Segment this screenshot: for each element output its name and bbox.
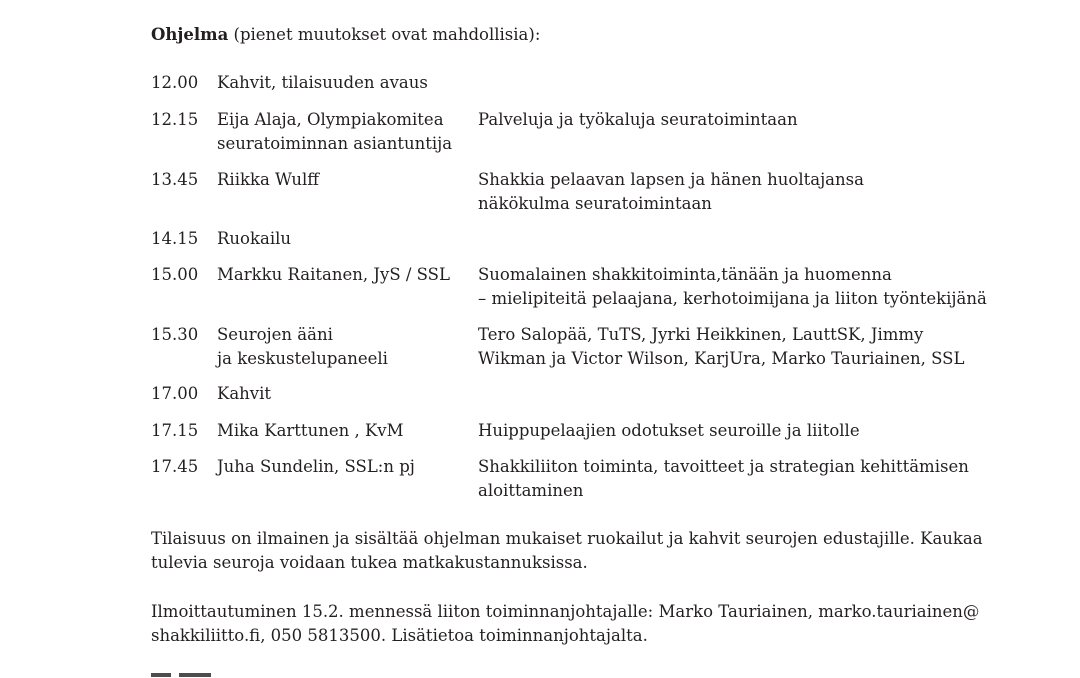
schedule-topic — [478, 263, 987, 311]
schedule-topic-line: aloittaminen — [478, 481, 584, 500]
program-heading-bold: Ohjelma — [151, 25, 229, 44]
info-line: Tilaisuus on ilmainen ja sisältää ohjelman mukaiset ruokailut ja kahvit seurojen edustajille. Kaukaa — [151, 529, 983, 548]
schedule-who-line: seuratoiminnan asiantuntija — [217, 134, 453, 153]
schedule-topic-line: Huippupelaajien odotukset seuroille ja liitolle — [478, 421, 860, 440]
schedule-topic — [478, 455, 969, 503]
schedule-who — [217, 419, 477, 443]
schedule-who-line: Markku Raitanen, JyS / SSL — [217, 265, 450, 284]
schedule-time: 12.15 — [151, 110, 199, 129]
schedule-who — [217, 168, 477, 192]
schedule-time: 17.45 — [151, 457, 199, 476]
schedule-topic-line: Shakkia pelaavan lapsen ja hänen huoltajansa — [478, 170, 864, 189]
schedule-time: 14.15 — [151, 229, 199, 248]
schedule-who — [217, 455, 477, 479]
schedule-topic-line: näkökulma seuratoimintaan — [478, 194, 712, 213]
schedule-who-line: Eija Alaja, Olympiakomitea — [217, 110, 444, 129]
schedule-who — [217, 382, 477, 406]
schedule-who-line: Kahvit, tilaisuuden avaus — [217, 73, 428, 92]
schedule-who-line: Riikka Wulff — [217, 170, 319, 189]
schedule-who-line: Mika Karttunen , KvM — [217, 421, 404, 440]
registration-line: shakkiliitto.fi, 050 5813500. Lisätietoa toiminnanjohtajalta. — [151, 626, 648, 645]
registration-line: Ilmoittautuminen 15.2. mennessä liiton toiminnanjohtajalle: Marko Tauriainen, marko.tauriainen@ — [151, 602, 980, 621]
schedule-who — [217, 263, 477, 287]
info-paragraph — [151, 527, 983, 575]
program-heading — [151, 23, 540, 47]
schedule-who-line: Kahvit — [217, 384, 272, 403]
schedule-who — [217, 323, 477, 371]
schedule-topic — [478, 419, 958, 443]
schedule-who-line: ja keskustelupaneeli — [217, 349, 388, 368]
schedule-who — [217, 71, 477, 95]
cropped-text-fragment — [151, 664, 231, 678]
schedule-time: 15.30 — [151, 325, 199, 344]
schedule-topic-line: Shakkiliiton toiminta, tavoitteet ja strategian kehittämisen — [478, 457, 969, 476]
schedule-time: 17.00 — [151, 384, 199, 403]
schedule-who-line: Seurojen ääni — [217, 325, 333, 344]
schedule-topic-line: – mielipiteitä pelaajana, kerhotoimijana ja liiton työntekijänä — [478, 289, 987, 308]
schedule-who — [217, 227, 477, 251]
registration-paragraph — [151, 600, 980, 648]
schedule-topic-line: Tero Salopää, TuTS, Jyrki Heikkinen, LauttSK, Jimmy — [478, 325, 924, 344]
schedule-who — [217, 108, 477, 156]
schedule-topic-line: Suomalainen shakkitoiminta,tänään ja huomenna — [478, 265, 892, 284]
schedule-time: 12.00 — [151, 73, 199, 92]
schedule-time: 13.45 — [151, 170, 199, 189]
program-heading-note: (pienet muutokset ovat mahdollisia): — [228, 25, 541, 44]
schedule-who-line: Juha Sundelin, SSL:n pj — [217, 457, 415, 476]
schedule-who-line: Ruokailu — [217, 229, 292, 248]
schedule-topic — [478, 323, 965, 371]
info-line: tulevia seuroja voidaan tukea matkakustannuksissa. — [151, 553, 588, 572]
schedule-topic-line: Palveluja ja työkaluja seuratoimintaan — [478, 110, 798, 129]
schedule-time: 17.15 — [151, 421, 199, 440]
schedule-topic — [478, 108, 958, 132]
schedule-topic — [478, 168, 958, 216]
schedule-topic-line: Wikman ja Victor Wilson, KarjUra, Marko Tauriainen, SSL — [478, 349, 965, 368]
schedule-time: 15.00 — [151, 265, 199, 284]
